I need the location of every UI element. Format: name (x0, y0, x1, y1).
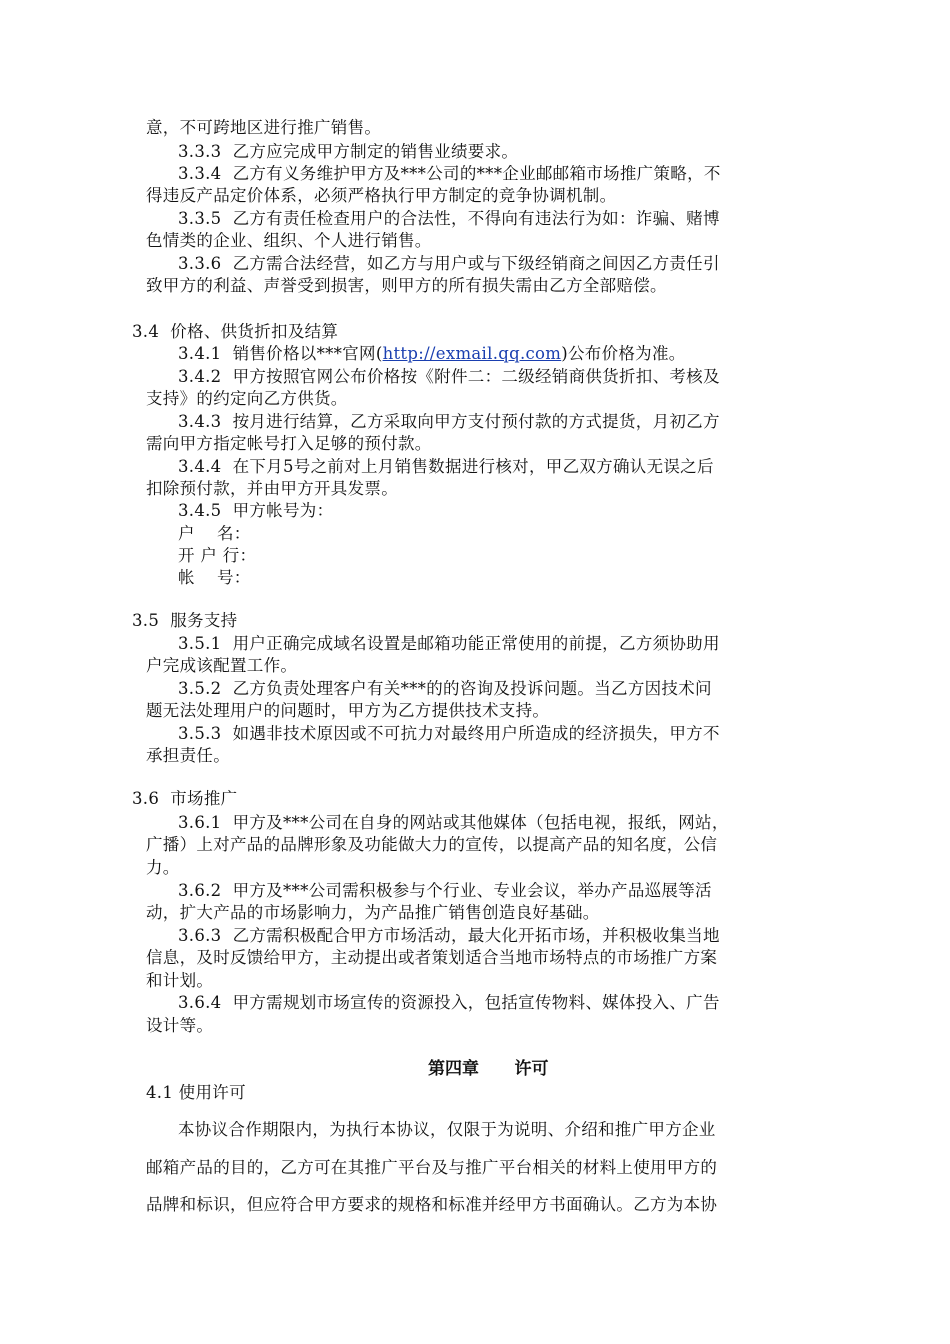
text-line: 广播）上对产品的品牌形象及功能做大力的宣传，以提高产品的知名度，公信 (146, 835, 718, 854)
text-line: 色情类的企业、组织、个人进行销售。 (146, 231, 432, 250)
text-line: 得违反产品定价体系，必须严格执行甲方制定的竞争协调机制。 (146, 186, 617, 205)
clause-3-4-1-tail: )公布价格为准。 (561, 344, 686, 363)
clause-3-6-3: 3.6.3 乙方需积极配合甲方市场活动，最大化开拓市场，并积极收集当地 (178, 926, 720, 945)
paragraph-line: 品牌和标识，但应符合甲方要求的规格和标准并经甲方书面确认。乙方为本协 (146, 1195, 718, 1214)
chapter-4-heading: 第四章 许可 (428, 1059, 549, 1079)
clause-3-4-3: 3.4.3 按月进行结算，乙方采取向甲方支付预付款的方式提货，月初乙方 (178, 412, 720, 431)
clause-3-3-6: 3.3.6 乙方需合法经营，如乙方与用户或与下级经销商之间因乙方责任引 (178, 254, 720, 273)
text-line: 承担责任。 (146, 746, 230, 765)
bank-field: 开 户 行： (178, 546, 257, 565)
paragraph-line: 邮箱产品的目的，乙方可在其推广平台及与推广平台相关的材料上使用甲方的 (146, 1158, 718, 1177)
clause-3-5-2: 3.5.2 乙方负责处理客户有关***的的咨询及投诉问题。当乙方因技术问 (178, 679, 712, 698)
text-line: 意，不可跨地区进行推广销售。 (146, 118, 382, 137)
clause-3-3-5: 3.3.5 乙方有责任检查用户的合法性，不得向有违法行为如：诈骗、赌博 (178, 209, 720, 228)
text-line: 扣除预付款，并由甲方开具发票。 (146, 479, 398, 498)
section-3-5-title: 3.5 服务支持 (132, 611, 238, 630)
section-3-4-title: 3.4 价格、供货折扣及结算 (132, 322, 339, 341)
clause-3-6-2: 3.6.2 甲方及***公司需积极参与个行业、专业会议，举办产品巡展等活 (178, 881, 712, 900)
text-line: 设计等。 (146, 1016, 214, 1035)
text-line: 支持》的约定向乙方供货。 (146, 389, 348, 408)
clause-3-5-3: 3.5.3 如遇非技术原因或不可抗力对最终用户所造成的经济损失，甲方不 (178, 724, 720, 743)
section-3-6-title: 3.6 市场推广 (132, 789, 238, 808)
clause-3-4-5: 3.4.5 甲方帐号为： (178, 501, 334, 520)
clause-3-4-4: 3.4.4 在下月5号之前对上月销售数据进行核对，甲乙双方确认无误之后 (178, 457, 714, 476)
text-line: 信息，及时反馈给甲方，主动提出或者策划适合当地市场特点的市场推广方案 (146, 948, 718, 967)
clause-3-6-1: 3.6.1 甲方及***公司在自身的网站或其他媒体（包括电视，报纸，网站， (178, 813, 729, 832)
text-line: 题无法处理用户的问题时，甲方为乙方提供技术支持。 (146, 701, 550, 720)
text-line: 和计划。 (146, 971, 214, 990)
clause-3-5-1: 3.5.1 用户正确完成域名设置是邮箱功能正常使用的前提，乙方须协助用 (178, 634, 720, 653)
text-line: 动，扩大产品的市场影响力，为产品推广销售创造良好基础。 (146, 903, 600, 922)
clause-3-3-4: 3.3.4 乙方有义务维护甲方及***公司的***企业邮邮箱市场推广策略，不 (178, 164, 721, 183)
account-name-field: 户 名： (178, 524, 251, 543)
exmail-link[interactable]: http://exmail.qq.com (382, 344, 562, 363)
clause-3-4-1 (178, 343, 686, 365)
clause-3-6-4: 3.6.4 甲方需规划市场宣传的资源投入，包括宣传物料、媒体投入、广告 (178, 993, 720, 1012)
text-line: 户完成该配置工作。 (146, 656, 298, 675)
account-number-field: 帐 号： (178, 568, 251, 587)
text-line: 力。 (146, 858, 180, 877)
clause-3-4-2: 3.4.2 甲方按照官网公布价格按《附件二：二级经销商供货折扣、考核及 (178, 367, 720, 386)
clause-3-3-3: 3.3.3 乙方应完成甲方制定的销售业绩要求。 (178, 142, 519, 161)
clause-3-4-1-text: 3.4.1 销售价格以***官网( (178, 344, 383, 363)
text-line: 需向甲方指定帐号打入足够的预付款。 (146, 434, 432, 453)
text-line: 致甲方的利益、声誉受到损害，则甲方的所有损失需由乙方全部赔偿。 (146, 276, 667, 295)
paragraph-line: 本协议合作期限内，为执行本协议，仅限于为说明、介绍和推广甲方企业 (178, 1120, 716, 1139)
section-4-1-title: 4.1 使用许可 (146, 1083, 246, 1102)
